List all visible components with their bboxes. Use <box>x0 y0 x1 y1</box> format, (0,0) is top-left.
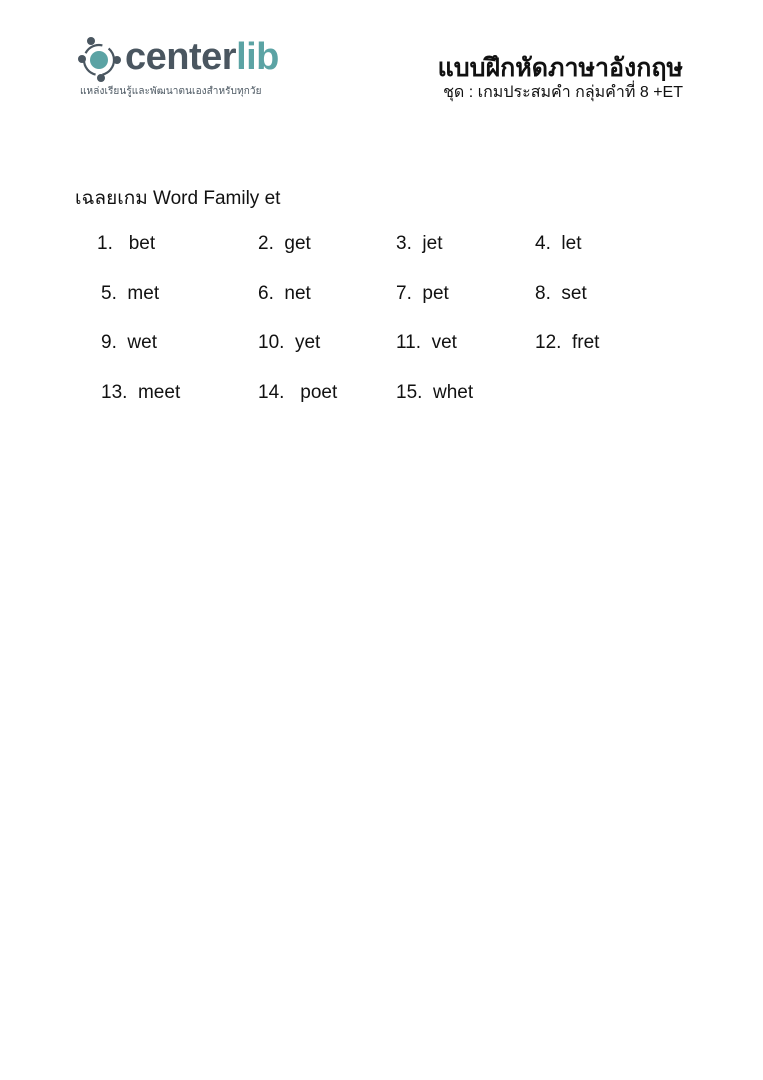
answer-number: 4. <box>535 233 551 254</box>
answer-number: 6. <box>258 283 274 304</box>
answer-number: 13. <box>101 382 128 403</box>
answer-number: 5. <box>101 283 117 304</box>
answer-key-heading: เฉลยเกม Word Family et <box>75 188 281 209</box>
worksheet-subtitle: ชุด : เกมประสมคำ กลุ่มคำที่ 8 +ET <box>443 84 683 101</box>
answer-item <box>396 283 449 305</box>
worksheet-title: แบบฝึกหัดภาษาอังกฤษ <box>437 54 683 82</box>
answer-word: jet <box>422 233 443 254</box>
answer-word: net <box>284 283 311 304</box>
answer-item <box>535 233 582 255</box>
answer-number: 11. <box>396 332 422 353</box>
answer-item <box>258 233 311 255</box>
answer-number: 15. <box>396 382 423 403</box>
answer-number: 3. <box>396 233 412 254</box>
centerlib-logo <box>77 34 317 104</box>
logo-word-lib: lib <box>236 36 279 78</box>
answer-item <box>97 233 155 255</box>
answer-item <box>101 283 159 305</box>
answer-item <box>535 332 599 354</box>
answer-number: 7. <box>396 283 412 304</box>
answer-number: 2. <box>258 233 274 254</box>
answer-word: meet <box>137 382 181 403</box>
answer-word: met <box>127 283 160 304</box>
answer-item <box>101 332 157 354</box>
answer-word: bet <box>128 233 156 254</box>
answer-word: let <box>561 233 582 254</box>
answer-word: wet <box>127 332 157 353</box>
logo-tagline: แหล่งเรียนรู้และพัฒนาตนเองสำหรับทุกวัย <box>80 86 262 97</box>
answer-item <box>101 382 180 404</box>
answer-word: fret <box>571 332 600 353</box>
answer-word: whet <box>432 382 474 403</box>
answer-item <box>396 332 457 354</box>
answer-item <box>258 283 311 305</box>
logo-word-center: center <box>125 36 237 78</box>
answer-number: 9. <box>101 332 117 353</box>
answer-item <box>535 283 587 305</box>
answer-word: vet <box>431 332 457 353</box>
answer-number: 14. <box>258 382 285 403</box>
answer-word: poet <box>300 382 338 403</box>
logo-wordmark <box>125 32 279 82</box>
answer-word: get <box>284 233 311 254</box>
answer-item <box>258 332 320 354</box>
answer-item <box>396 233 443 255</box>
answer-item <box>258 382 337 404</box>
answer-number: 1. <box>97 233 113 254</box>
molecule-logo-icon <box>77 34 125 84</box>
answer-word: yet <box>294 332 321 353</box>
answer-number: 8. <box>535 283 551 304</box>
answer-number: 10. <box>258 332 285 353</box>
answer-item <box>396 382 473 404</box>
answer-number: 12. <box>535 332 562 353</box>
answer-word: set <box>561 283 587 304</box>
answer-word: pet <box>422 283 449 304</box>
